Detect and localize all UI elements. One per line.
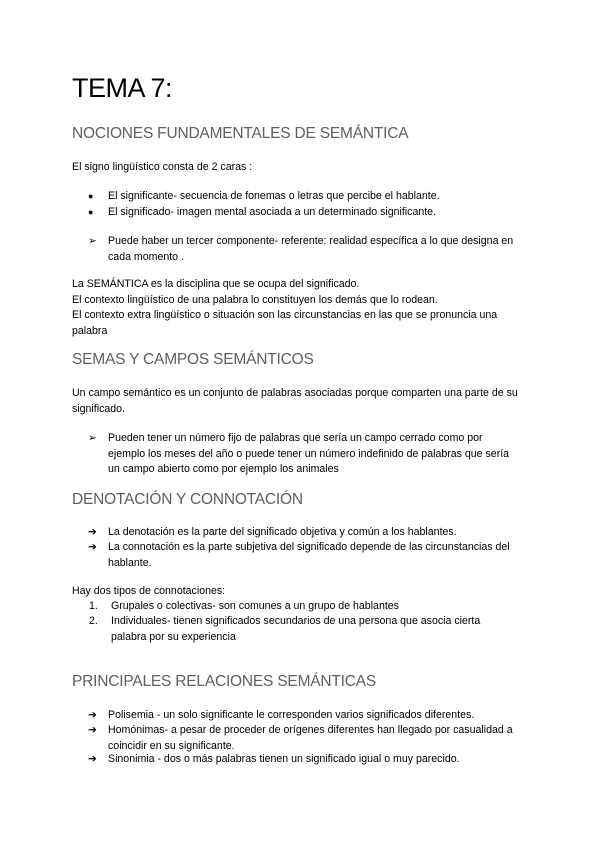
heading-nociones: NOCIONES FUNDAMENTALES DE SEMÁNTICA (72, 125, 409, 142)
arrow-right-icon: ➔ (88, 753, 97, 765)
document-title: TEMA 7: (72, 73, 173, 103)
nociones-intro: El signo lingüístico consta de 2 caras : (72, 161, 253, 173)
nociones-paragraph-1: La SEMÁNTICA es la disciplina que se ocupa del significado. (72, 278, 360, 290)
bullet-dot-icon: ● (88, 207, 94, 217)
nociones-paragraph-2: El contexto lingüístico de una palabra lo constituyen los demás que lo rodean. (72, 294, 438, 306)
arrow-right-icon: ➔ (88, 724, 97, 736)
chevron-right-icon: ➢ (88, 432, 97, 444)
arrow-right-icon: ➔ (88, 526, 97, 538)
list-item: ➢ Puede haber un tercer componente- referente: realidad específica a lo que designa en cada momento . (88, 235, 514, 263)
list-item: ➔ La denotación es la parte del significado objetiva y común a los hablantes. (108, 525, 528, 541)
list-item: ➔ La connotación es la parte subjetiva del significado depende de las circunstancias del hablante. (88, 541, 510, 569)
heading-denotacion: DENOTACIÓN Y CONNOTACIÓN (72, 491, 303, 508)
list-item: ➔ Sinonimia - dos o más palabras tienen un significado igual o muy parecido. (108, 752, 528, 768)
nociones-paragraph-3: El contexto extra lingüístico o situación son las circunstancias en las que se pronuncia una palabra (72, 309, 498, 337)
list-item: 1. Grupales o colectivas- son comunes a un grupo de hablantes (111, 599, 511, 615)
list-item: ➢ Pueden tener un número fijo de palabras que sería un campo cerrado como por ejemplo los meses del año o puede tener un número indefinido de palabras que sería un campo abierto como por ejemplo los animales (88, 432, 510, 476)
heading-semas: SEMAS Y CAMPOS SEMÁNTICOS (72, 351, 314, 368)
list-item: ● El significante- secuencia de fonemas o letras que percibe el hablante. (108, 189, 528, 205)
arrow-right-icon: ➔ (88, 709, 97, 721)
chevron-right-icon: ➢ (88, 235, 97, 247)
list-item: 2. Individuales- tienen significados secundarios de una persona que asocia cierta palabra por su experiencia (89, 615, 481, 643)
list-item: ➔ Polisemia - un solo significante le corresponden varios significados diferentes. (108, 708, 528, 724)
list-item: ➔ Homónimas- a pesar de proceder de orígenes diferentes han llegado por casualidad a coincidir en su significante. (88, 724, 513, 752)
heading-relaciones: PRINCIPALES RELACIONES SEMÁNTICAS (72, 673, 377, 690)
list-number: 2. (89, 615, 98, 627)
denotacion-intro: Hay dos tipos de connotaciones: (72, 585, 226, 597)
semas-paragraph: Un campo semántico es un conjunto de palabras asociadas porque comparten una parte de su significado. (72, 387, 518, 415)
arrow-right-icon: ➔ (88, 541, 97, 553)
list-item: ● El significado- imagen mental asociada a un determinado significante. (108, 205, 528, 221)
bullet-dot-icon: ● (88, 191, 94, 201)
list-number: 1. (89, 600, 98, 612)
